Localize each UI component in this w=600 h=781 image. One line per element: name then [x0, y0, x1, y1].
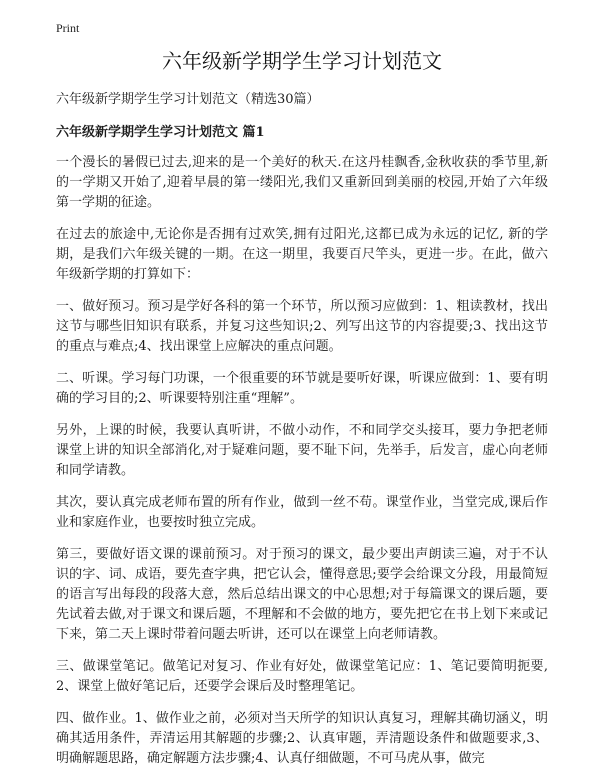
paragraph-3: 一、做好预习。预习是学好各科的第一个环节，所以预习应做到：1、粗读教材，找出这节与哪些旧知识有联系，并复习这些知识;2、列写出这节的内容提要;3、找出这节的重点与难点;4、找出课堂上应解决的重点问题。: [56, 299, 548, 354]
paragraph-1: 一个漫长的暑假已过去,迎来的是一个美好的秋天.在这丹桂飘香,金秋收获的季节里,新的一学期又开始了,迎着早晨的第一缕阳光,我们又重新回到美丽的校园,开始了六年级第一学期的征途。: [56, 155, 548, 210]
paragraph-2: 在过去的旅途中,无论你是否拥有过欢笑,拥有过阳光,这都已成为永远的记忆, 新的学期，是我们六年级关键的一期。在这一期里，我要百尺竿头，更进一步。在此，做六年级新学期的打算如下：: [56, 227, 548, 282]
section-heading: 六年级新学期学生学习计划范文 篇1: [56, 125, 265, 140]
paragraph-6: 其次，要认真完成老师布置的所有作业，做到一丝不苟。课堂作业，当堂完成,课后作业和家庭作业，也要按时独立完成。: [56, 495, 548, 530]
document-subtitle: 六年级新学期学生学习计划范文（精选30篇）: [56, 92, 320, 107]
document-title: 六年级新学期学生学习计划范文: [162, 49, 442, 73]
paragraph-9: 四、做作业。1、做作业之前，必须对当天所学的知识认真复习，理解其确切涵义，明确其适用条件，弄清运用其解题的步骤;2、认真审题，弄清题设条件和做题要求,3、明确解题思路，确定解题方法步骤;4、认真仔细做题，不可马虎从事，做完: [56, 711, 548, 766]
print-link[interactable]: Print: [56, 21, 80, 35]
paragraph-4: 二、听课。学习每门功课，一个很重要的环节就是要听好课，听课应做到：1、要有明确的学习目的;2、听课要特别注重“理解”。: [56, 371, 548, 406]
paragraph-7: 第三，要做好语文课的课前预习。对于预习的课文，最少要出声朗读三遍，对于不认识的字、词、成语，要先查字典，把它认会，懂得意思;要学会给课文分段，用最简短的语言写出每段的段落大意，然后总结出课文的中心思想;对于每篇课文的课后题，要先试着去做,对于课文和课后题，不理解和不会做的地方，要先把它在书上划下来或记下来，第二天上课时带着问题去听讲，还可以在课堂上向老师请教。: [56, 547, 548, 642]
document-body: [56, 48, 548, 781]
paragraph-5: 另外，上课的时候，我要认真听讲，不做小动作，不和同学交头接耳，要力争把老师课堂上讲的知识全部消化,对于疑难问题，要不耻下问，先举手，后发言，虚心向老师和同学请教。: [56, 423, 548, 478]
paragraph-8: 三、做课堂笔记。做笔记对复习、作业有好处，做课堂笔记应：1、笔记要简明扼要,2、课堂上做好笔记后，还要学会课后及时整理笔记。: [56, 659, 548, 694]
